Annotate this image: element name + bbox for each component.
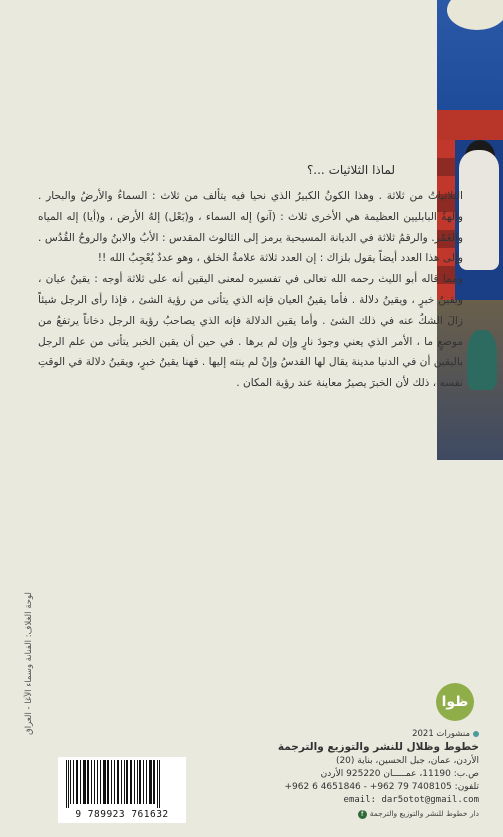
barcode-bar [97,760,98,804]
barcode-bar [137,760,138,804]
blurb-paragraph-2: ومما قاله أبو الليث رحمه الله تعالى في تفسيره لمعنى اليقين أنه على ثلاثة أوجه : يقينُ عيان ، ويقينُ خبرٍ ، ويقينُ دلالة . فأما يقينُ العيان فإنه الذي يتأتى من رؤية الشئ ، فإذا رأى الرجل شيئاً زالَ الشكُ عنه في ذلك الشئ . وأما يقين الدلالة فإنه الذي يصاحبُ رؤية الرجل دخاناً يرتفعُ من موضعٍ ما ، الأمر الذي يعني وجودَ نارٍ وإن لم يرها . في حين أن يقين الخبر يتأتى من علم الرجل باليقين أن في الدنيا مدينة يقال لها القدسُ وإنْ لم ينته إليها . فهنا يقينُ خبرٍ، ويقينُ دلالة في الوقتِ نفسه ، ذلك لأن الخبرَ يصيرُ معاينة عند رؤية المكان . [38,273,463,390]
barcode-bar [159,760,160,808]
publisher-email: email: dar5otot@gmail.com [343,795,479,805]
barcode-bar [157,760,158,808]
barcode-bar [114,760,115,804]
blurb-paragraph-1: الثلاثياتُ من ثلاثة . وهذا الكونُ الكبيرُ الذي نحيا فيه يتألف من ثلاث : السماءُ والأرضُ والبحار . وآلهةُ البابليين العظيمة هي الأخرى ثلاث : (آنو) إله السماء ، و(بَعْل) إلهُ الأرض ، و(أيا) إله المياه والغَمْر. والرقمُ ثلاثة في الديانة المسيحية يرمز إلى الثالوث المقدس : الأبُ والابنُ والروحُ القُدُس . وإلى هذا العدد أيضاً يقول بلزاك : إن العدد ثلاثة علامةُ الخلق ، وهو عددٌ يُعْجِبُ الله !! [38,190,463,265]
isbn-barcode [58,757,186,823]
barcode-bar [87,760,89,804]
bullet-icon [473,731,479,737]
barcode-bar [103,760,106,804]
barcode-bars [64,760,180,808]
publisher-footer: دار خطوط للنشر والتوزيع والترجمةf [249,808,479,819]
barcode-bar [121,760,122,804]
publisher-info [249,728,479,819]
barcode-bar [153,760,155,804]
barcode-bar [76,760,78,804]
publisher-phone: تلفون: 7408105 79 962+ - 4651846 6 962+ [284,782,479,792]
barcode-bar [83,760,86,804]
barcode-bar [73,760,74,804]
publisher-name: خطوط وظلال للنشر والتوزيع والترجمة [277,741,479,753]
barcode-bar [117,760,119,804]
barcode-bar [149,760,152,804]
cover-art-credit: لوحة الغلاف: الفنانة وسماء الآغا - العراق [24,592,34,735]
barcode-bar [91,760,92,804]
barcode-bar [124,760,125,804]
publisher-address-1: الأردن، عمان، جبل الحسين، بناية (20) [335,756,479,766]
blurb-body [38,186,463,394]
barcode-bar [126,760,128,804]
barcode-bar [70,760,71,804]
painted-figure [459,150,499,270]
publication-year: منشورات 2021 [249,728,479,740]
publisher-logo-icon [436,683,474,721]
barcode-bar [111,760,112,804]
facebook-icon: f [358,810,367,819]
barcode-bar [94,760,95,804]
barcode-bar [68,760,69,808]
blurb-heading: لماذا الثلاثيات ...؟ [306,163,395,177]
barcode-bar [80,760,81,804]
barcode-bar [146,760,147,804]
publisher-logo-text: ظوا [441,694,469,710]
barcode-bar [66,760,67,808]
barcode-bar [130,760,132,804]
barcode-bar [139,760,141,804]
publisher-address-2: ص.ب: 11190، عمـــــان 925220 الأردن [320,769,479,779]
barcode-bar [134,760,135,804]
barcode-bar [143,760,144,804]
isbn-number: 9 789923 761632 [75,809,169,820]
barcode-bar [100,760,101,804]
barcode-bar [107,760,109,804]
